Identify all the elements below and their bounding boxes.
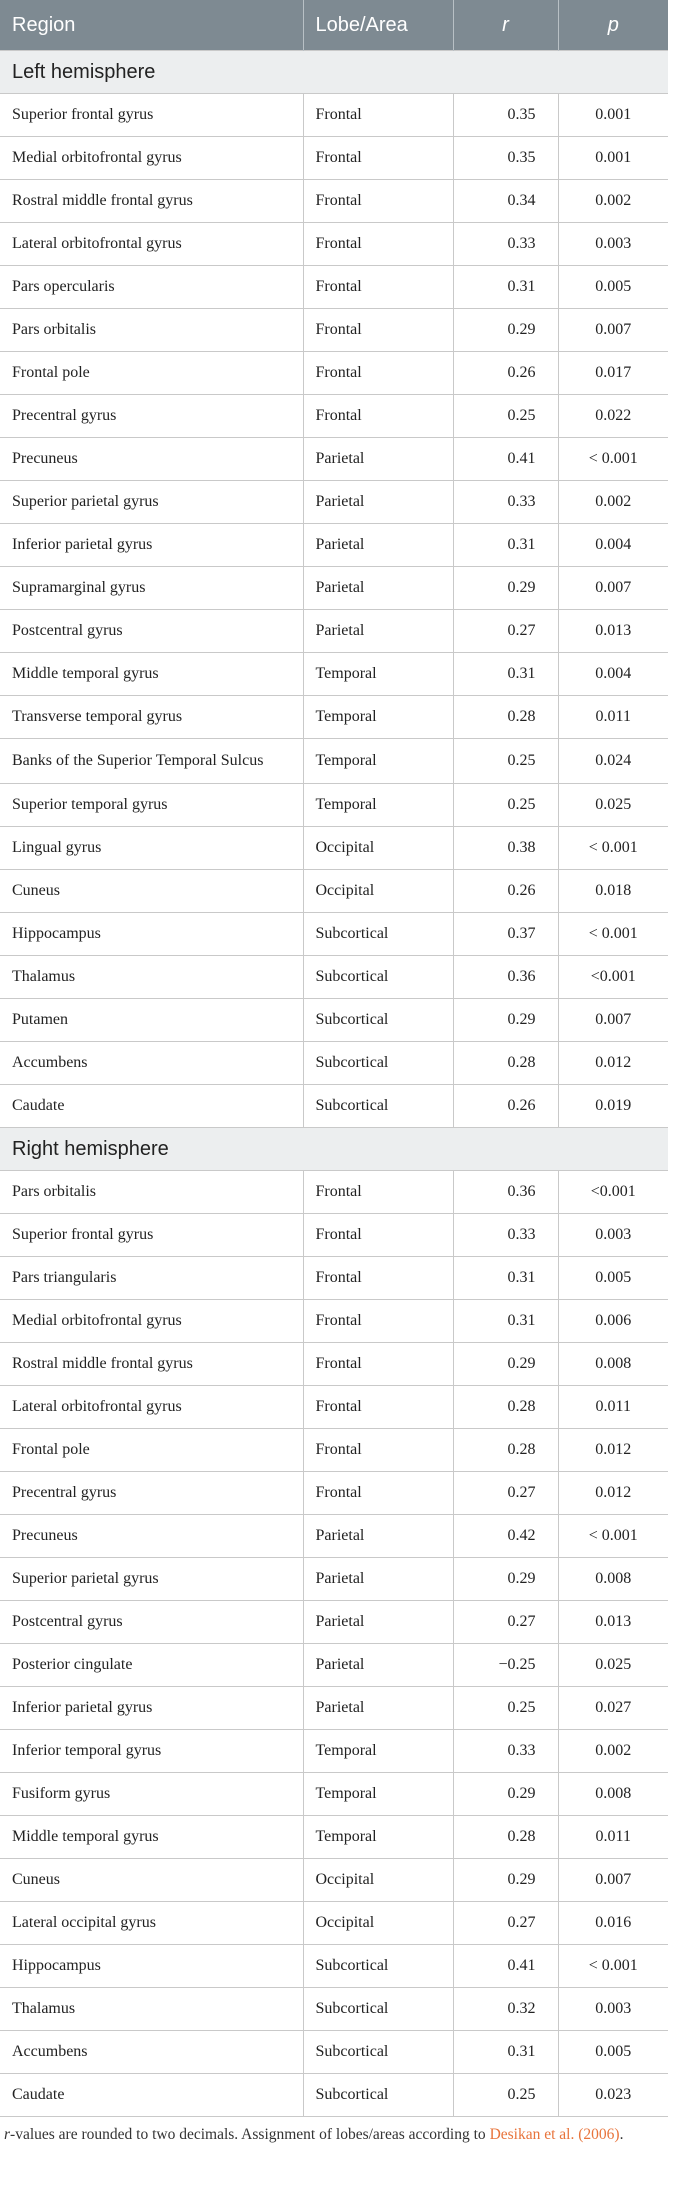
cell-lobe: Subcortical (303, 1988, 453, 2031)
cell-p: 0.017 (558, 352, 668, 395)
cell-r: 0.33 (453, 1730, 558, 1773)
cell-p: 0.003 (558, 1214, 668, 1257)
cell-lobe: Parietal (303, 1687, 453, 1730)
cell-lobe: Subcortical (303, 1945, 453, 1988)
cell-r: 0.33 (453, 1214, 558, 1257)
cell-lobe: Frontal (303, 352, 453, 395)
cell-r: 0.38 (453, 827, 558, 870)
cell-region: Postcentral gyrus (0, 1601, 303, 1644)
cell-lobe: Frontal (303, 1171, 453, 1214)
cell-p: 0.004 (558, 653, 668, 696)
cell-region: Hippocampus (0, 913, 303, 956)
cell-lobe: Parietal (303, 1558, 453, 1601)
cell-r: 0.29 (453, 309, 558, 352)
cell-p: 0.005 (558, 266, 668, 309)
cell-p: < 0.001 (558, 1945, 668, 1988)
table-row (0, 870, 668, 913)
table-row (0, 1773, 668, 1816)
cell-lobe: Frontal (303, 1472, 453, 1515)
cell-p: 0.019 (558, 1085, 668, 1128)
cell-lobe: Frontal (303, 395, 453, 438)
cell-r: 0.33 (453, 481, 558, 524)
table-row (0, 137, 668, 180)
cell-lobe: Parietal (303, 1644, 453, 1687)
cell-r: 0.31 (453, 524, 558, 567)
cell-lobe: Occipital (303, 1902, 453, 1945)
table-row (0, 827, 668, 870)
cell-region: Inferior parietal gyrus (0, 524, 303, 567)
cell-lobe: Parietal (303, 524, 453, 567)
table-row (0, 610, 668, 653)
cell-p: 0.016 (558, 1902, 668, 1945)
table-header (0, 0, 668, 51)
cell-p: 0.025 (558, 1644, 668, 1687)
cell-region: Pars triangularis (0, 1257, 303, 1300)
cell-r: 0.37 (453, 913, 558, 956)
cell-r: 0.26 (453, 1085, 558, 1128)
cell-region: Cuneus (0, 870, 303, 913)
table-row (0, 352, 668, 395)
table-row (0, 1257, 668, 1300)
cell-p: 0.004 (558, 524, 668, 567)
cell-p: < 0.001 (558, 827, 668, 870)
cell-p: 0.003 (558, 223, 668, 266)
cell-r: 0.36 (453, 1171, 558, 1214)
table-row (0, 395, 668, 438)
footnote-end: . (619, 2126, 624, 2143)
cell-lobe: Frontal (303, 94, 453, 137)
cell-p: <0.001 (558, 956, 668, 999)
cell-r: 0.26 (453, 870, 558, 913)
cell-p: < 0.001 (558, 1515, 668, 1558)
cell-r: 0.25 (453, 1687, 558, 1730)
cell-lobe: Temporal (303, 1816, 453, 1859)
cell-region: Accumbens (0, 1042, 303, 1085)
table-row (0, 1558, 668, 1601)
table-row (0, 1214, 668, 1257)
cell-r: 0.25 (453, 784, 558, 827)
table-row (0, 266, 668, 309)
cell-region: Caudate (0, 2074, 303, 2117)
table-row (0, 1042, 668, 1085)
citation-link[interactable]: Desikan et al. (2006) (489, 2126, 620, 2143)
cell-r: 0.28 (453, 696, 558, 739)
table-row (0, 1988, 668, 2031)
cell-region: Fusiform gyrus (0, 1773, 303, 1816)
cell-lobe: Temporal (303, 739, 453, 784)
right-hemisphere-section-row (0, 1128, 668, 1171)
cell-r: 0.35 (453, 137, 558, 180)
table-row (0, 2074, 668, 2117)
cell-region: Posterior cingulate (0, 1644, 303, 1687)
cell-lobe: Occipital (303, 1859, 453, 1902)
cell-r: 0.28 (453, 1386, 558, 1429)
cell-region: Caudate (0, 1085, 303, 1128)
cell-lobe: Subcortical (303, 1042, 453, 1085)
cell-lobe: Occipital (303, 827, 453, 870)
cell-p: 0.024 (558, 739, 668, 784)
table-row (0, 1429, 668, 1472)
cell-region: Lateral occipital gyrus (0, 1902, 303, 1945)
cell-lobe: Parietal (303, 567, 453, 610)
cell-r: −0.25 (453, 1644, 558, 1687)
cell-lobe: Frontal (303, 1343, 453, 1386)
cell-region: Lingual gyrus (0, 827, 303, 870)
cell-region: Lateral orbitofrontal gyrus (0, 223, 303, 266)
cell-lobe: Frontal (303, 1214, 453, 1257)
cell-lobe: Frontal (303, 1386, 453, 1429)
cell-region: Thalamus (0, 1988, 303, 2031)
cell-lobe: Frontal (303, 1429, 453, 1472)
cell-r: 0.42 (453, 1515, 558, 1558)
cell-lobe: Frontal (303, 266, 453, 309)
cell-region: Superior frontal gyrus (0, 1214, 303, 1257)
table-footnote (0, 2117, 668, 2147)
cell-r: 0.29 (453, 1343, 558, 1386)
cell-r: 0.29 (453, 567, 558, 610)
cell-region: Pars orbitalis (0, 309, 303, 352)
cell-r: 0.41 (453, 438, 558, 481)
table-row (0, 1300, 668, 1343)
cell-p: 0.007 (558, 999, 668, 1042)
cell-region: Lateral orbitofrontal gyrus (0, 1386, 303, 1429)
cell-lobe: Frontal (303, 309, 453, 352)
cell-region: Middle temporal gyrus (0, 653, 303, 696)
cell-r: 0.41 (453, 1945, 558, 1988)
cell-lobe: Temporal (303, 784, 453, 827)
table-row (0, 309, 668, 352)
cell-p: 0.025 (558, 784, 668, 827)
cell-lobe: Frontal (303, 223, 453, 266)
cell-p: 0.013 (558, 610, 668, 653)
table-row (0, 1343, 668, 1386)
cell-p: 0.002 (558, 481, 668, 524)
cell-lobe: Subcortical (303, 2031, 453, 2074)
cell-region: Postcentral gyrus (0, 610, 303, 653)
table-row (0, 438, 668, 481)
cell-r: 0.27 (453, 1902, 558, 1945)
table-row (0, 1859, 668, 1902)
table-row (0, 653, 668, 696)
cell-p: 0.011 (558, 696, 668, 739)
cell-region: Frontal pole (0, 1429, 303, 1472)
table-row (0, 1386, 668, 1429)
table-row (0, 1472, 668, 1515)
cell-p: 0.022 (558, 395, 668, 438)
footnote-text: -values are rounded to two decimals. Assignment of lobes/areas according to (10, 2126, 490, 2143)
cell-r: 0.31 (453, 653, 558, 696)
cell-p: < 0.001 (558, 438, 668, 481)
cell-r: 0.26 (453, 352, 558, 395)
cell-r: 0.28 (453, 1042, 558, 1085)
cell-p: < 0.001 (558, 913, 668, 956)
cell-p: 0.011 (558, 1386, 668, 1429)
cell-p: 0.003 (558, 1988, 668, 2031)
table-row (0, 180, 668, 223)
cell-p: 0.008 (558, 1773, 668, 1816)
cell-region: Rostral middle frontal gyrus (0, 1343, 303, 1386)
footnote-r-symbol: r (4, 2126, 11, 2143)
cell-lobe: Frontal (303, 1257, 453, 1300)
cell-r: 0.29 (453, 1773, 558, 1816)
cell-region: Pars orbitalis (0, 1171, 303, 1214)
cell-p: 0.002 (558, 1730, 668, 1773)
cell-p: 0.023 (558, 2074, 668, 2117)
cell-p: 0.002 (558, 180, 668, 223)
cell-p: 0.012 (558, 1429, 668, 1472)
cell-lobe: Temporal (303, 1773, 453, 1816)
table-row (0, 1730, 668, 1773)
cell-r: 0.31 (453, 1257, 558, 1300)
cell-p: 0.005 (558, 2031, 668, 2074)
header-region: Region (0, 0, 303, 51)
cell-lobe: Parietal (303, 610, 453, 653)
cell-region: Putamen (0, 999, 303, 1042)
cell-p: 0.007 (558, 1859, 668, 1902)
table-row (0, 739, 668, 784)
cell-lobe: Occipital (303, 870, 453, 913)
cell-region: Thalamus (0, 956, 303, 999)
table-row (0, 524, 668, 567)
cell-region: Rostral middle frontal gyrus (0, 180, 303, 223)
cell-p: 0.001 (558, 137, 668, 180)
cell-r: 0.31 (453, 1300, 558, 1343)
cell-p: 0.013 (558, 1601, 668, 1644)
table-row (0, 696, 668, 739)
table-row (0, 1902, 668, 1945)
cell-region: Medial orbitofrontal gyrus (0, 137, 303, 180)
cell-region: Superior frontal gyrus (0, 94, 303, 137)
left-hemisphere-section-row (0, 51, 668, 94)
table-body (0, 51, 668, 2117)
cell-region: Pars opercularis (0, 266, 303, 309)
cell-lobe: Subcortical (303, 1085, 453, 1128)
cell-region: Precuneus (0, 1515, 303, 1558)
table-row (0, 481, 668, 524)
cell-lobe: Subcortical (303, 956, 453, 999)
cell-r: 0.32 (453, 1988, 558, 2031)
cell-lobe: Temporal (303, 1730, 453, 1773)
cell-r: 0.27 (453, 610, 558, 653)
cell-r: 0.27 (453, 1601, 558, 1644)
cell-region: Inferior parietal gyrus (0, 1687, 303, 1730)
cell-lobe: Frontal (303, 137, 453, 180)
cell-lobe: Subcortical (303, 2074, 453, 2117)
cell-r: 0.27 (453, 1472, 558, 1515)
cell-region: Medial orbitofrontal gyrus (0, 1300, 303, 1343)
cell-r: 0.29 (453, 999, 558, 1042)
cell-r: 0.31 (453, 266, 558, 309)
cell-p: 0.011 (558, 1816, 668, 1859)
table-row (0, 784, 668, 827)
table-row (0, 1816, 668, 1859)
cell-region: Hippocampus (0, 1945, 303, 1988)
left-hemisphere-section-title: Left hemisphere (0, 51, 668, 94)
table-row (0, 2031, 668, 2074)
cell-p: 0.008 (558, 1558, 668, 1601)
cell-region: Precentral gyrus (0, 1472, 303, 1515)
cell-r: 0.31 (453, 2031, 558, 2074)
cell-lobe: Temporal (303, 696, 453, 739)
cell-lobe: Parietal (303, 481, 453, 524)
table-row (0, 94, 668, 137)
table-row (0, 1085, 668, 1128)
cell-region: Banks of the Superior Temporal Sulcus (0, 739, 303, 784)
table-row (0, 223, 668, 266)
cell-r: 0.36 (453, 956, 558, 999)
cell-region: Superior temporal gyrus (0, 784, 303, 827)
cell-region: Transverse temporal gyrus (0, 696, 303, 739)
cell-p: 0.018 (558, 870, 668, 913)
cell-p: 0.027 (558, 1687, 668, 1730)
cell-lobe: Subcortical (303, 913, 453, 956)
cell-region: Superior parietal gyrus (0, 1558, 303, 1601)
cell-r: 0.25 (453, 739, 558, 784)
cell-r: 0.34 (453, 180, 558, 223)
cell-region: Superior parietal gyrus (0, 481, 303, 524)
cell-region: Precuneus (0, 438, 303, 481)
cell-p: 0.012 (558, 1042, 668, 1085)
cell-r: 0.35 (453, 94, 558, 137)
cell-r: 0.29 (453, 1558, 558, 1601)
table-row (0, 1687, 668, 1730)
cell-lobe: Frontal (303, 1300, 453, 1343)
cell-r: 0.28 (453, 1429, 558, 1472)
cell-p: 0.001 (558, 94, 668, 137)
header-r: r (453, 0, 558, 51)
cell-region: Supramarginal gyrus (0, 567, 303, 610)
cell-r: 0.33 (453, 223, 558, 266)
table-row (0, 1644, 668, 1687)
cell-p: 0.005 (558, 1257, 668, 1300)
table-row (0, 1171, 668, 1214)
table-row (0, 1601, 668, 1644)
cell-region: Frontal pole (0, 352, 303, 395)
header-p: p (558, 0, 668, 51)
cell-p: 0.007 (558, 309, 668, 352)
cell-p: 0.007 (558, 567, 668, 610)
cell-region: Precentral gyrus (0, 395, 303, 438)
cell-lobe: Parietal (303, 1601, 453, 1644)
cell-region: Inferior temporal gyrus (0, 1730, 303, 1773)
cell-r: 0.29 (453, 1859, 558, 1902)
cell-region: Accumbens (0, 2031, 303, 2074)
table-row (0, 567, 668, 610)
cell-r: 0.28 (453, 1816, 558, 1859)
table-row (0, 1945, 668, 1988)
cell-p: 0.008 (558, 1343, 668, 1386)
table-row (0, 913, 668, 956)
cell-lobe: Frontal (303, 180, 453, 223)
cell-lobe: Temporal (303, 653, 453, 696)
cell-lobe: Subcortical (303, 999, 453, 1042)
header-lobe: Lobe/Area (303, 0, 453, 51)
cell-p: 0.012 (558, 1472, 668, 1515)
table-row (0, 956, 668, 999)
cell-p: <0.001 (558, 1171, 668, 1214)
right-hemisphere-section-title: Right hemisphere (0, 1128, 668, 1171)
cell-r: 0.25 (453, 2074, 558, 2117)
cell-region: Cuneus (0, 1859, 303, 1902)
cell-p: 0.006 (558, 1300, 668, 1343)
cell-lobe: Parietal (303, 1515, 453, 1558)
cell-r: 0.25 (453, 395, 558, 438)
table-row (0, 1515, 668, 1558)
cell-lobe: Parietal (303, 438, 453, 481)
table-row (0, 999, 668, 1042)
cell-region: Middle temporal gyrus (0, 1816, 303, 1859)
